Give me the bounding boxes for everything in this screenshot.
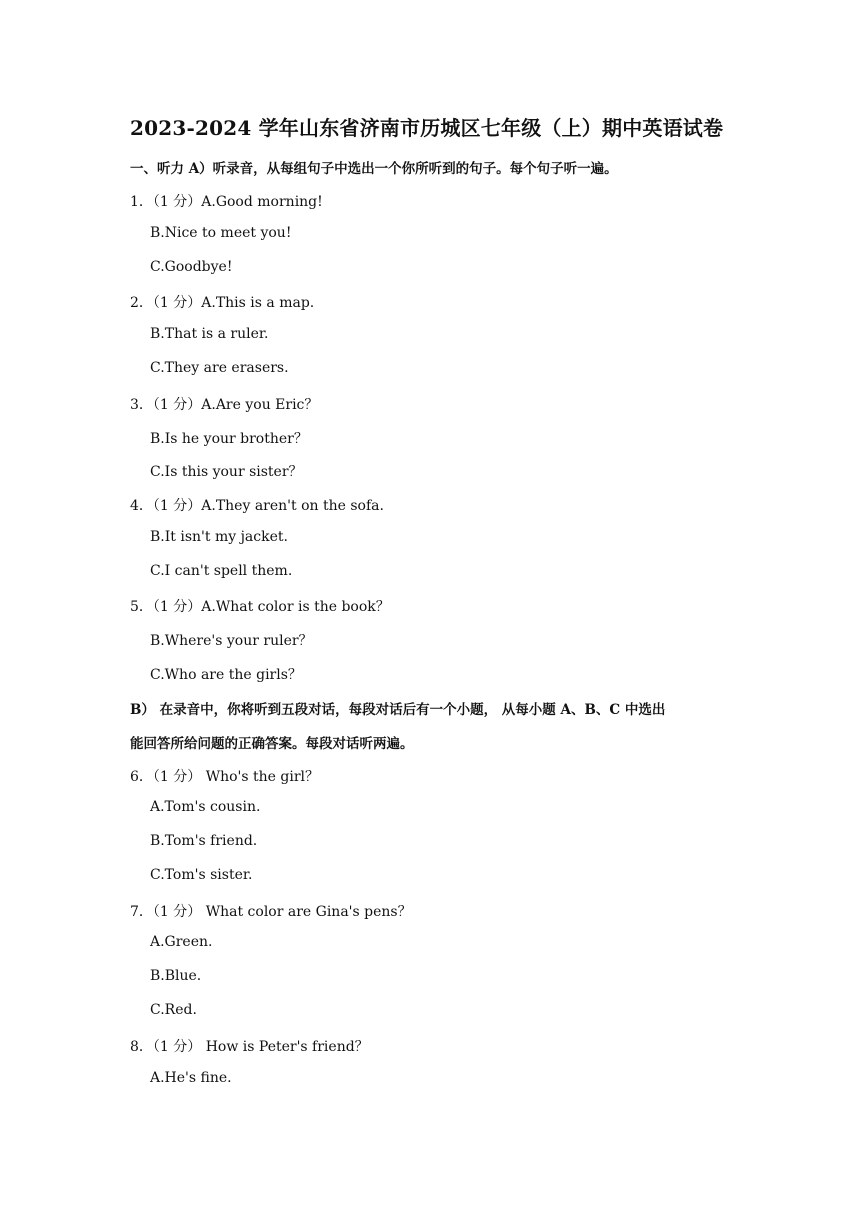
question-7-option-b: B.Blue.: [150, 968, 202, 984]
question-4: 4．（1 分）A.They aren't on the sofa.: [130, 498, 384, 514]
question-1: 1．（1 分）A.Good morning!: [130, 194, 323, 210]
question-6-option-b: B.Tom's friend.: [150, 833, 258, 849]
question-2-option-b: B.That is a ruler.: [150, 326, 269, 342]
question-2: 2．（1 分）A.This is a map.: [130, 295, 315, 311]
section-b-instructions-line1: B） 在录音中，你将听到五段对话，每段对话后有一个小题， 从每小题 A、B、C 中选出: [130, 702, 666, 718]
section-a-instructions: 一、听力 A）听录音，从每组句子中选出一个你所听到的句子。每个句子听一遍。: [130, 161, 618, 177]
question-5-option-c: C.Who are the girls？: [150, 667, 302, 683]
page-title: 2023-2024 学年山东省济南市历城区七年级（上）期中英语试卷: [130, 116, 724, 140]
question-1-option-b: B.Nice to meet you!: [150, 225, 292, 241]
question-7-option-a: A.Green.: [150, 934, 213, 950]
question-8: 8．（1 分） How is Peter's friend？: [130, 1039, 369, 1055]
question-1-option-c: C.Goodbye!: [150, 259, 233, 275]
question-3-option-b: B.Is he your brother？: [150, 431, 308, 447]
question-7: 7．（1 分） What color are Gina's pens？: [130, 904, 412, 920]
question-4-option-c: C.I can't spell them.: [150, 563, 293, 579]
question-8-option-a: A.He's fine.: [150, 1070, 232, 1086]
question-6: 6．（1 分） Who's the girl？: [130, 769, 320, 785]
question-6-option-c: C.Tom's sister.: [150, 867, 253, 883]
question-5-option-b: B.Where's your ruler？: [150, 633, 313, 649]
question-7-option-c: C.Red.: [150, 1002, 197, 1018]
question-6-option-a: A.Tom's cousin.: [150, 799, 261, 815]
question-2-option-c: C.They are erasers.: [150, 360, 289, 376]
question-3: 3．（1 分）A.Are you Eric？: [130, 397, 319, 413]
question-5: 5．（1 分）A.What color is the book？: [130, 599, 390, 615]
question-4-option-b: B.It isn't my jacket.: [150, 529, 288, 545]
section-b-instructions-line2: 能回答所给问题的正确答案。每段对话听两遍。: [130, 736, 414, 752]
question-3-option-c: C.Is this your sister？: [150, 464, 303, 480]
